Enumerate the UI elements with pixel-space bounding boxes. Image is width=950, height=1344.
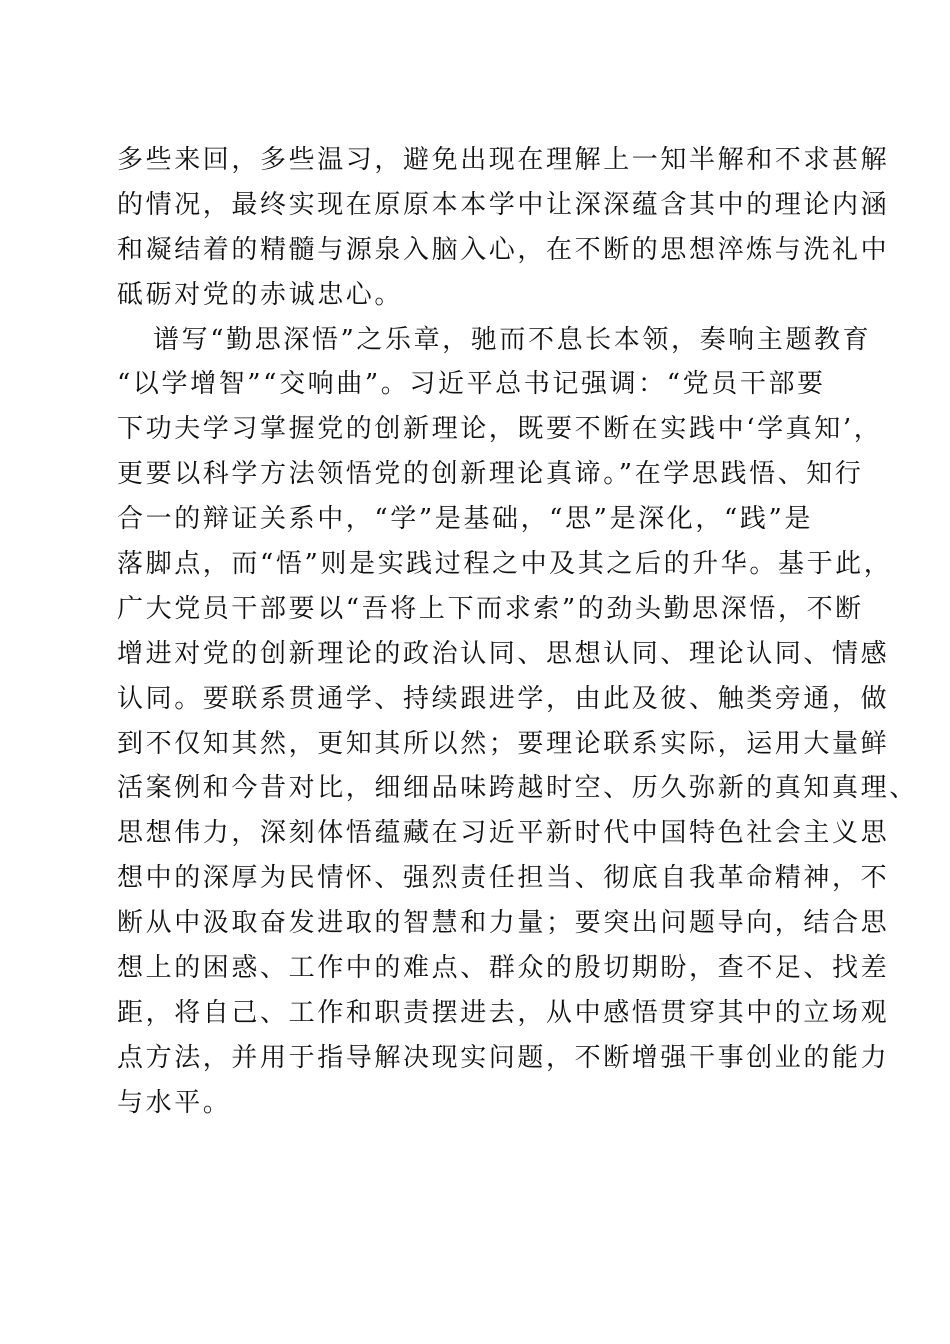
text-line: 与水平。 (117, 1087, 232, 1118)
text-line: 想中的深厚为民情怀、强烈责任担当、彻底自我革命精神，不 (117, 863, 890, 894)
text-line: “以学增智”“交响曲”。习近平总书记强调：“党员干部要 (117, 369, 826, 400)
paragraph-2 (117, 318, 918, 1126)
text-line: 活案例和今昔对比，细细品味跨越时空、历久弥新的真知真理、 (117, 773, 918, 804)
text-line: 想上的困惑、工作中的难点、群众的殷切期盼，查不足、找差 (117, 953, 890, 984)
text-line: 和凝结着的精髓与源泉入脑入心，在不断的思想淬炼与洗礼中 (117, 234, 890, 265)
text-line: 点方法，并用于指导解决现实问题，不断增强干事创业的能力 (117, 1042, 890, 1073)
text-line: 合一的辩证关系中，“学”是基础，“思”是深化，“践”是 (117, 504, 813, 535)
text-line: 多些来回，多些温习，避免出现在理解上一知半解和不求甚解 (117, 145, 890, 175)
text-line: 的情况，最终实现在原原本本学中让深深蕴含其中的理论内涵 (117, 189, 890, 220)
text-line: 断从中汲取奋发进取的智慧和力量；要突出问题导向，结合思 (117, 908, 890, 939)
text-line: 下功夫学习掌握党的创新理论，既要不断在实践中‘学真知’， (117, 414, 883, 445)
paragraph-1 (117, 138, 890, 318)
text-line: 更要以科学方法领悟党的创新理论真谛。”在学思践悟、知行 (117, 459, 864, 490)
text-line: 广大党员干部要以“吾将上下而求索”的劲头勤思深悟，不断 (117, 593, 864, 624)
document-body (117, 138, 918, 1126)
text-line: 砥砺对党的赤诚忠心。 (117, 279, 404, 310)
text-line: 距，将自己、工作和职责摆进去，从中感悟贯穿其中的立场观 (117, 997, 890, 1028)
text-line: 增进对党的创新理论的政治认同、思想认同、理论认同、情感 (117, 638, 890, 669)
text-line: 到不仅知其然，更知其所以然；要理论联系实际，运用大量鲜 (117, 728, 890, 759)
text-line: 落脚点，而“悟”则是实践过程之中及其之后的升华。基于此， (117, 549, 893, 580)
text-line: 谱写“勤思深悟”之乐章，驰而不息长本领，奏响主题教育 (153, 324, 872, 355)
text-line: 思想伟力，深刻体悟蕴藏在习近平新时代中国特色社会主义思 (117, 818, 890, 849)
text-line: 认同。要联系贯通学、持续跟进学，由此及彼、触类旁通，做 (117, 683, 890, 714)
